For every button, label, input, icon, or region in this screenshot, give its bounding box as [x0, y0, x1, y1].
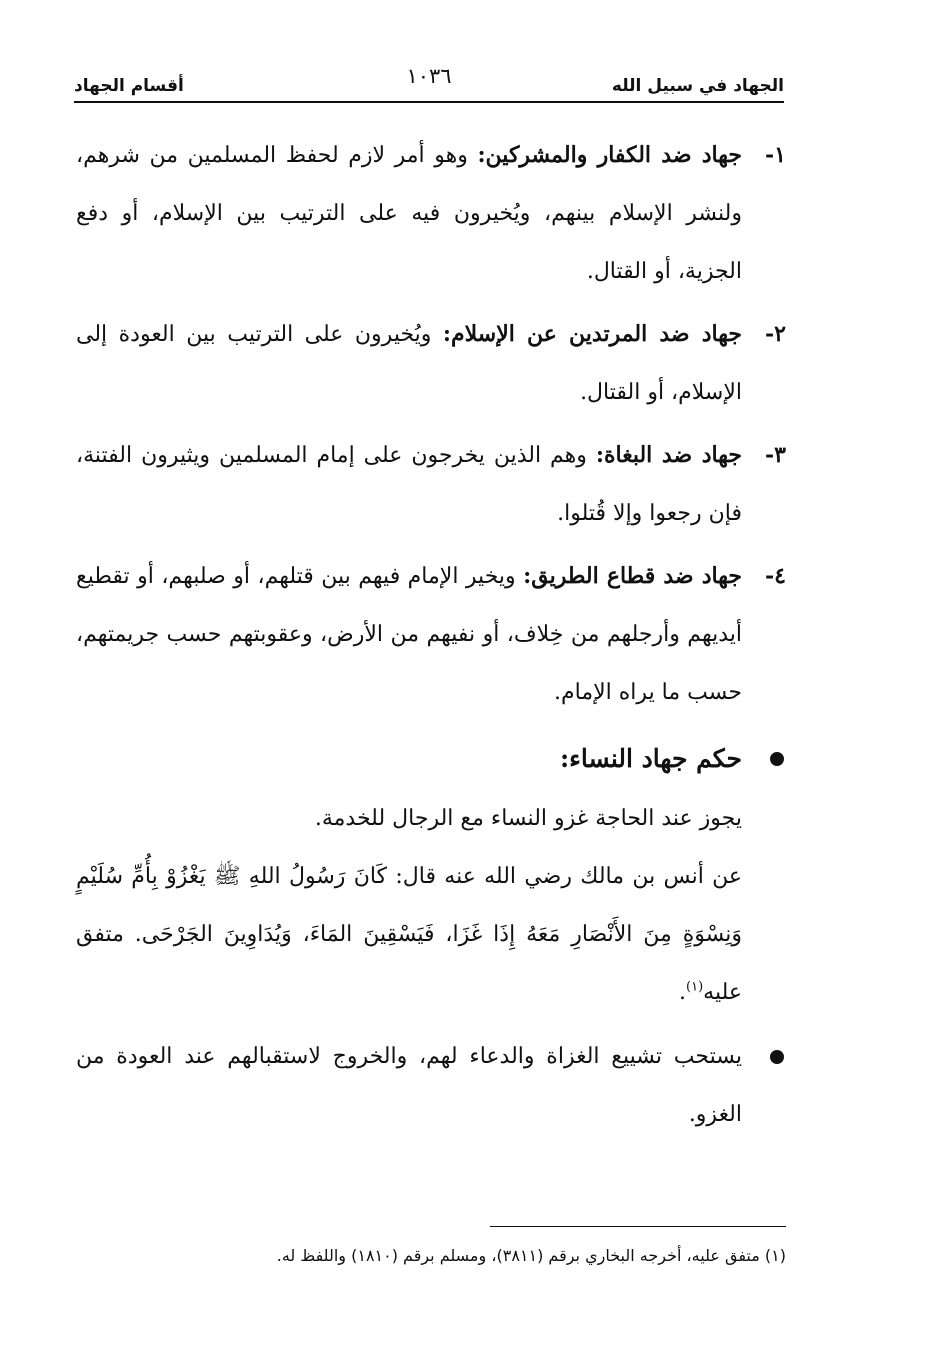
item-number: ٤-: [765, 563, 786, 589]
footnote-divider: [490, 1226, 786, 1227]
footnote-ref: (١): [686, 979, 704, 995]
running-header: [74, 62, 784, 102]
item-number: ٢-: [765, 321, 786, 347]
section-heading: [76, 730, 786, 790]
main-text: [76, 126, 786, 1144]
list-item: [76, 305, 786, 422]
paragraph: يجوز عند الحاجة غزو النساء مع الرجال للخدمة.: [314, 806, 742, 831]
item-text: وهم الذين يخرجون على إمام المسلمين ويثيرون الفتنة، فإن رجعوا وإلا قُتلوا.: [76, 443, 742, 526]
item-number: ٣-: [765, 442, 786, 468]
header-divider: [74, 101, 784, 103]
hadith-end: .: [679, 980, 687, 1005]
list-item: [76, 426, 786, 543]
item-term: جهاد ضد قطاع الطريق:: [523, 563, 742, 589]
list-item: [76, 547, 786, 722]
bullet-icon: [770, 1050, 784, 1064]
item-term: جهاد ضد الكفار والمشركين:: [477, 142, 742, 168]
section-title: حكم جهاد النساء:: [559, 744, 742, 773]
item-text: ويخير الإمام فيهم بين قتلهم، أو صلبهم، أو تقطيع أيديهم وأرجلهم من خِلاف، أو نفيهم من الأرض، وعقوبتهم حسب جريمتهم، حسب ما يراه الإمام.: [76, 564, 742, 705]
hadith-text: عن أنس بن مالك رضي الله عنه قال: كَانَ رَسُولُ اللهِ ﷺ يَغْزُوْ بِأُمِّ سُلَيْمٍ وَنِسْوَةٍ مِنَ الأَنْصَارِ مَعَهُ إِذَا غَزَا، فَيَسْقِينَ المَاءَ، وَيُدَاوِينَ الجَرْحَى. متفق عليه: [76, 864, 742, 1005]
chapter-title: أقسام الجهاد: [74, 76, 184, 96]
bullet-paragraph: [76, 1028, 786, 1144]
page-number: ١٠٣٦: [406, 64, 452, 88]
item-term: جهاد ضد البغاة:: [595, 442, 742, 468]
item-text: وهو أمر لازم لحفظ المسلمين من شرهم، ولنشر الإسلام بينهم، ويُخيرون فيه على الترتيب بين الإسلام، أو دفع الجزية، أو القتال.: [76, 143, 742, 284]
footnote: (١) متفق عليه، أخرجه البخاري برقم (٣٨١١)، ومسلم برقم (١٨١٠) واللفظ له.: [276, 1246, 786, 1265]
item-text: ويُخيرون على الترتيب بين العودة إلى الإسلام، أو القتال.: [76, 322, 742, 405]
item-number: ١-: [765, 142, 786, 168]
book-title: الجهاد في سبيل الله: [611, 76, 784, 96]
list-item: [76, 126, 786, 301]
bullet-text: يستحب تشييع الغزاة والدعاء لهم، والخروج لاستقبالهم عند العودة من الغزو.: [76, 1044, 742, 1127]
bullet-icon: [770, 752, 784, 766]
item-term: جهاد ضد المرتدين عن الإسلام:: [442, 321, 743, 347]
hadith-paragraph: [76, 848, 786, 1022]
